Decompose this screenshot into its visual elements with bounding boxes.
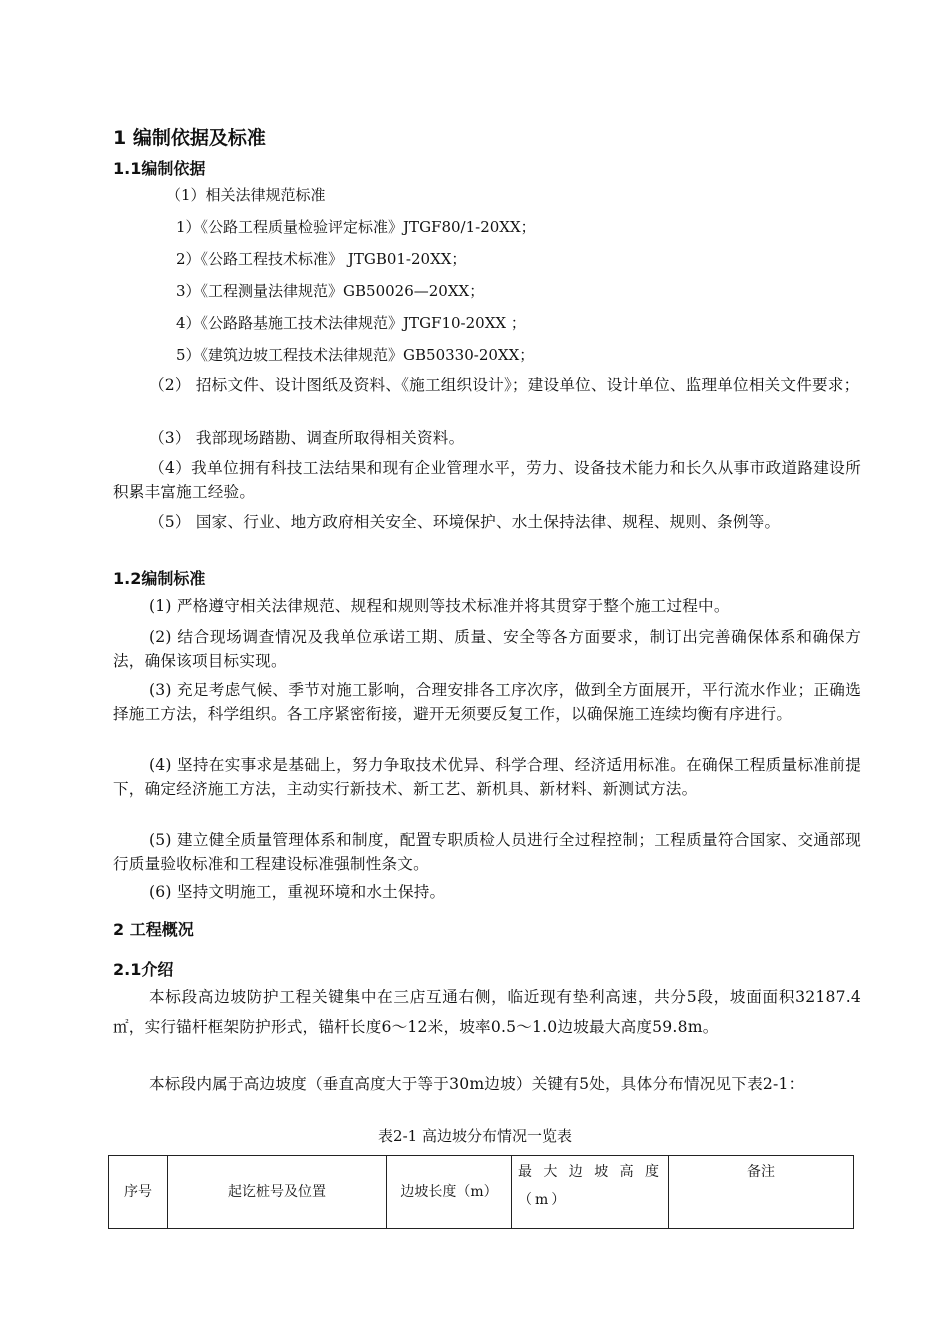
table-caption: 表2-1 高边坡分布情况一览表: [378, 1127, 572, 1145]
subsection-1-1-heading: 1.1编制依据: [113, 159, 206, 178]
header-slope-length: 边坡长度（m）: [387, 1156, 512, 1229]
header-station-location: 起讫桩号及位置: [168, 1156, 387, 1229]
standard-item-3: 3）《工程测量法律规范》GB50026—20XX；: [176, 282, 485, 300]
subsection-2-1-heading: 2.1介绍: [113, 960, 174, 979]
standard-item-2: 2）《公路工程技术标准》 JTGB01-20XX；: [176, 250, 467, 268]
standard-paragraph-2: (2) 结合现场调查情况及我单位承诺工期、质量、安全等各方面要求，制订出完善确保体系和确保方法，确保该项目标实现。: [113, 628, 861, 670]
header-remarks: 备注: [669, 1156, 854, 1229]
basis-paragraph-3: （3） 我部现场踏勘、调查所取得相关资料。: [149, 429, 465, 447]
section-1-heading: 1 编制依据及标准: [113, 127, 266, 149]
standard-item-5: 5）《建筑边坡工程技术法律规范》GB50330-20XX；: [176, 346, 535, 364]
standard-paragraph-3: (3) 充足考虑气候、季节对施工影响，合理安排各工序次序，做到全方面展开，平行流水作业；正确选择施工方法，科学组织。各工序紧密衔接，避开无须要反复工作，以确保施工连续均衡有序进行。: [113, 681, 861, 723]
basis-paragraph-4: （4）我单位拥有科技工法结果和现有企业管理水平，劳力、设备技术能力和长久从事市政道路建设所积累丰富施工经验。: [113, 459, 861, 501]
header-max-slope-height: 最大边坡高度（m）: [512, 1156, 669, 1229]
basis-item-1: （1）相关法律规范标准: [166, 186, 326, 204]
basis-paragraph-2: （2） 招标文件、设计图纸及资料、《施工组织设计》；建设单位、设计单位、监理单位相关文件要求；: [149, 376, 860, 394]
standard-item-4: 4）《公路路基施工技术法律规范》JTGF10-20XX ；: [176, 314, 526, 332]
overview-paragraph-2: 本标段内属于高边坡度（垂直高度大于等于30m边坡）关键有5处，具体分布情况见下表2-1：: [149, 1075, 805, 1093]
standard-paragraph-5: (5) 建立健全质量管理体系和制度，配置专职质检人员进行全过程控制；工程质量符合国家、交通部现行质量验收标准和工程建设标准强制性条文。: [113, 831, 861, 873]
section-2-heading: 2 工程概况: [113, 920, 194, 939]
subsection-1-2-heading: 1.2编制标准: [113, 569, 206, 588]
standard-paragraph-4: (4) 坚持在实事求是基础上，努力争取技术优异、科学合理、经济适用标准。在确保工程质量标准前提下，确定经济施工方法，主动实行新技术、新工艺、新机具、新材料、新测试方法。: [113, 756, 861, 798]
header-index: 序号: [109, 1156, 168, 1229]
standard-paragraph-1: (1) 严格遵守相关法律规范、规程和规则等技术标准并将其贯穿于整个施工过程中。: [149, 597, 730, 615]
overview-paragraph-1: 本标段高边坡防护工程关键集中在三店互通右侧，临近现有垫利高速，共分5段，坡面面积32187.4㎡，实行锚杆框架防护形式，锚杆长度6～12米，坡率0.5～1.0边坡最大高度59.8m。: [113, 988, 861, 1036]
slope-distribution-table: [108, 1155, 854, 1229]
table-header-row: [109, 1156, 854, 1229]
standard-item-1: 1）《公路工程质量检验评定标准》JTGF80/1-20XX；: [176, 218, 536, 236]
basis-paragraph-5: （5） 国家、行业、地方政府相关安全、环境保护、水土保持法律、规程、规则、条例等。: [149, 513, 781, 531]
standard-paragraph-6: (6) 坚持文明施工，重视环境和水土保持。: [149, 883, 446, 901]
